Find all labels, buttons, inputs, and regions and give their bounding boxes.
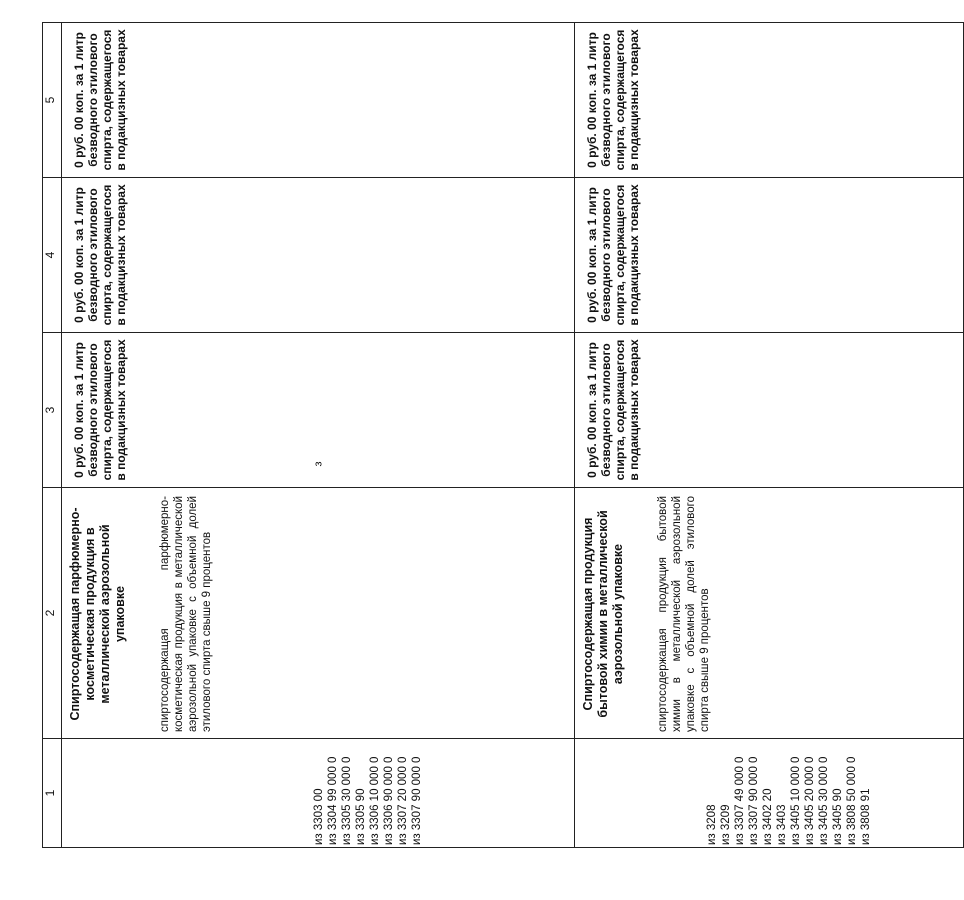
product-title: Спиртосодержащая продукция бытовой химии в металлической аэрозольной упаковке bbox=[581, 510, 625, 718]
code-item: из 3405 90 bbox=[832, 788, 844, 845]
rate-cell: 0 руб. 00 коп. за 1 литр безводного этилового спирта, содержащегося в подакцизных товарах bbox=[62, 23, 575, 178]
rate-cell: 0 руб. 00 коп. за 1 литр безводного этилового спирта, содержащегося в подакцизных товарах bbox=[575, 333, 964, 488]
code-item: из 3306 10 000 0 bbox=[369, 756, 381, 845]
code-item: из 3307 49 000 0 bbox=[734, 756, 746, 845]
table-row bbox=[575, 23, 964, 848]
code-item: из 3305 30 000 0 bbox=[341, 756, 353, 845]
code-item: из 3405 10 000 0 bbox=[790, 756, 802, 845]
column-header-5: 5 bbox=[43, 23, 62, 178]
product-title: Спиртосодержащая парфюмерно-косметическая продукция в металлической аэрозольной упаковке bbox=[68, 507, 127, 721]
table-header-row bbox=[43, 23, 62, 848]
page-mark: з bbox=[312, 461, 325, 467]
code-item: из 3305 90 bbox=[355, 788, 367, 845]
code-item: из 3304 99 000 0 bbox=[327, 756, 339, 845]
code-item: из 3303 00 bbox=[313, 788, 325, 845]
table-row bbox=[62, 23, 575, 848]
column-header-1: 1 bbox=[43, 739, 62, 848]
code-item: из 3403 bbox=[776, 804, 788, 845]
product-description bbox=[575, 488, 964, 739]
code-item: из 3405 30 000 0 bbox=[818, 756, 830, 845]
rate-cell: 0 руб. 00 коп. за 1 литр безводного этилового спирта, содержащегося в подакцизных товарах bbox=[62, 178, 575, 333]
product-body: спиртосодержащая парфюмерно-косметическая продукция в металлической аэрозольной упаковке с объемной долей этилового спирта свыше 9 процентов bbox=[159, 496, 213, 732]
code-item: из 3808 50 000 0 bbox=[846, 756, 858, 845]
code-list bbox=[575, 739, 964, 848]
column-header-2: 2 bbox=[43, 488, 62, 739]
code-item: из 3307 90 000 0 bbox=[411, 756, 423, 845]
excise-rate-table bbox=[42, 22, 964, 848]
code-item: из 3405 20 000 0 bbox=[804, 756, 816, 845]
code-list bbox=[62, 739, 575, 848]
rotated-table-sheet bbox=[42, 28, 872, 848]
code-item: из 3307 90 000 0 bbox=[748, 756, 760, 845]
column-header-3: 3 bbox=[43, 333, 62, 488]
product-description bbox=[62, 488, 575, 739]
code-item: из 3208 bbox=[706, 804, 718, 845]
code-item: из 3306 90 000 0 bbox=[383, 756, 395, 845]
code-item: из 3808 91 bbox=[860, 788, 872, 845]
code-item: из 3209 bbox=[720, 804, 732, 845]
code-item: из 3307 20 000 0 bbox=[397, 756, 409, 845]
rate-cell: 0 руб. 00 коп. за 1 литр безводного этилового спирта, содержащегося в подакцизных товарах bbox=[575, 23, 964, 178]
rate-cell: 0 руб. 00 коп. за 1 литр безводного этилового спирта, содержащегося в подакцизных товарах bbox=[62, 333, 575, 488]
product-body: спиртосодержащая продукция бытовой химии в металлической аэрозольной упаковке с объемной долей этилового спирта свыше 9 процентов bbox=[657, 496, 711, 732]
code-item: из 3402 20 bbox=[762, 788, 774, 845]
column-header-4: 4 bbox=[43, 178, 62, 333]
rate-cell: 0 руб. 00 коп. за 1 литр безводного этилового спирта, содержащегося в подакцизных товарах bbox=[575, 178, 964, 333]
